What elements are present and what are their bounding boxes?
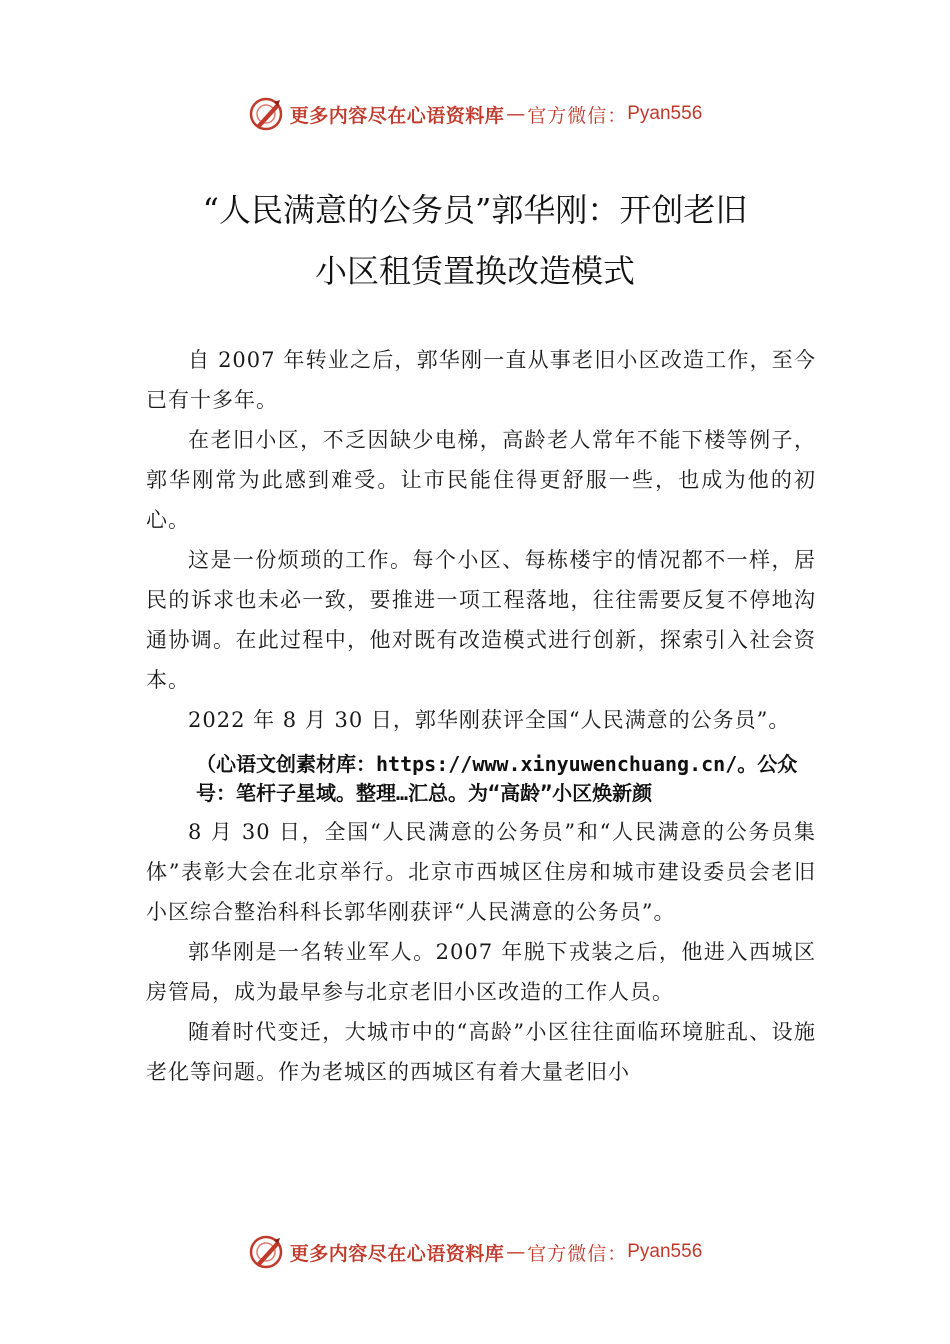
banner-text: 更多内容尽在心语资料库 — [289, 104, 505, 127]
paragraph: 2022 年 8 月 30 日，郭华刚获评全国“人民满意的公务员”。 — [188, 708, 791, 732]
paragraph: 这是一份烦琐的工作。每个小区、每栋楼宇的情况都不一样，居民的诉求也未必一致，要推进一项工程落地，往往需要反复不停地沟通协调。在此过程中，他对既有改造模式进行创新，探索引入社会资本。 — [146, 548, 816, 692]
paragraph: 郭华刚是一名转业军人。2007 年脱下戎装之后，他进入西城区房管局，成为最早参与北京老旧小区改造的工作人员。 — [146, 940, 816, 1004]
header-banner — [0, 94, 950, 134]
banner-separator: — — [506, 103, 526, 125]
wechat-label: 官方微信： — [527, 104, 628, 127]
banner-separator: — — [506, 1241, 526, 1263]
footer-banner — [0, 1232, 950, 1272]
source-note: （心语文创素材库：https://www.xinyuwenchuang.cn/。公众号：笔杆子星域。整理…汇总。为“高龄”小区焕新颜 — [196, 752, 798, 805]
article-body — [146, 340, 816, 1092]
paragraph: 随着时代变迁，大城市中的“高龄”小区往往面临环境脏乱、设施老化等问题。作为老城区的西城区有着大量老旧小 — [146, 1020, 816, 1084]
wechat-id: Pyan556 — [627, 1241, 703, 1262]
page-title-line-1: “人民满意的公务员”郭华刚：开创老旧 — [202, 191, 748, 229]
paragraph: 自 2007 年转业之后，郭华刚一直从事老旧小区改造工作，至今已有十多年。 — [146, 348, 816, 412]
logo-icon — [248, 1234, 284, 1270]
logo-icon — [248, 96, 284, 132]
banner-text: 更多内容尽在心语资料库 — [289, 1242, 505, 1265]
paragraph: 在老旧小区，不乏因缺少电梯，高龄老人常年不能下楼等例子，郭华刚常为此感到难受。让市民能住得更舒服一些，也成为他的初心。 — [146, 428, 816, 532]
page-title-line-2: 小区租赁置换改造模式 — [314, 252, 635, 290]
paragraph: 8 月 30 日，全国“人民满意的公务员”和“人民满意的公务员集体”表彰大会在北京举行。北京市西城区住房和城市建设委员会老旧小区综合整治科科长郭华刚获评“人民满意的公务员”。 — [146, 820, 816, 924]
wechat-label: 官方微信： — [527, 1242, 628, 1265]
wechat-id: Pyan556 — [627, 103, 703, 124]
